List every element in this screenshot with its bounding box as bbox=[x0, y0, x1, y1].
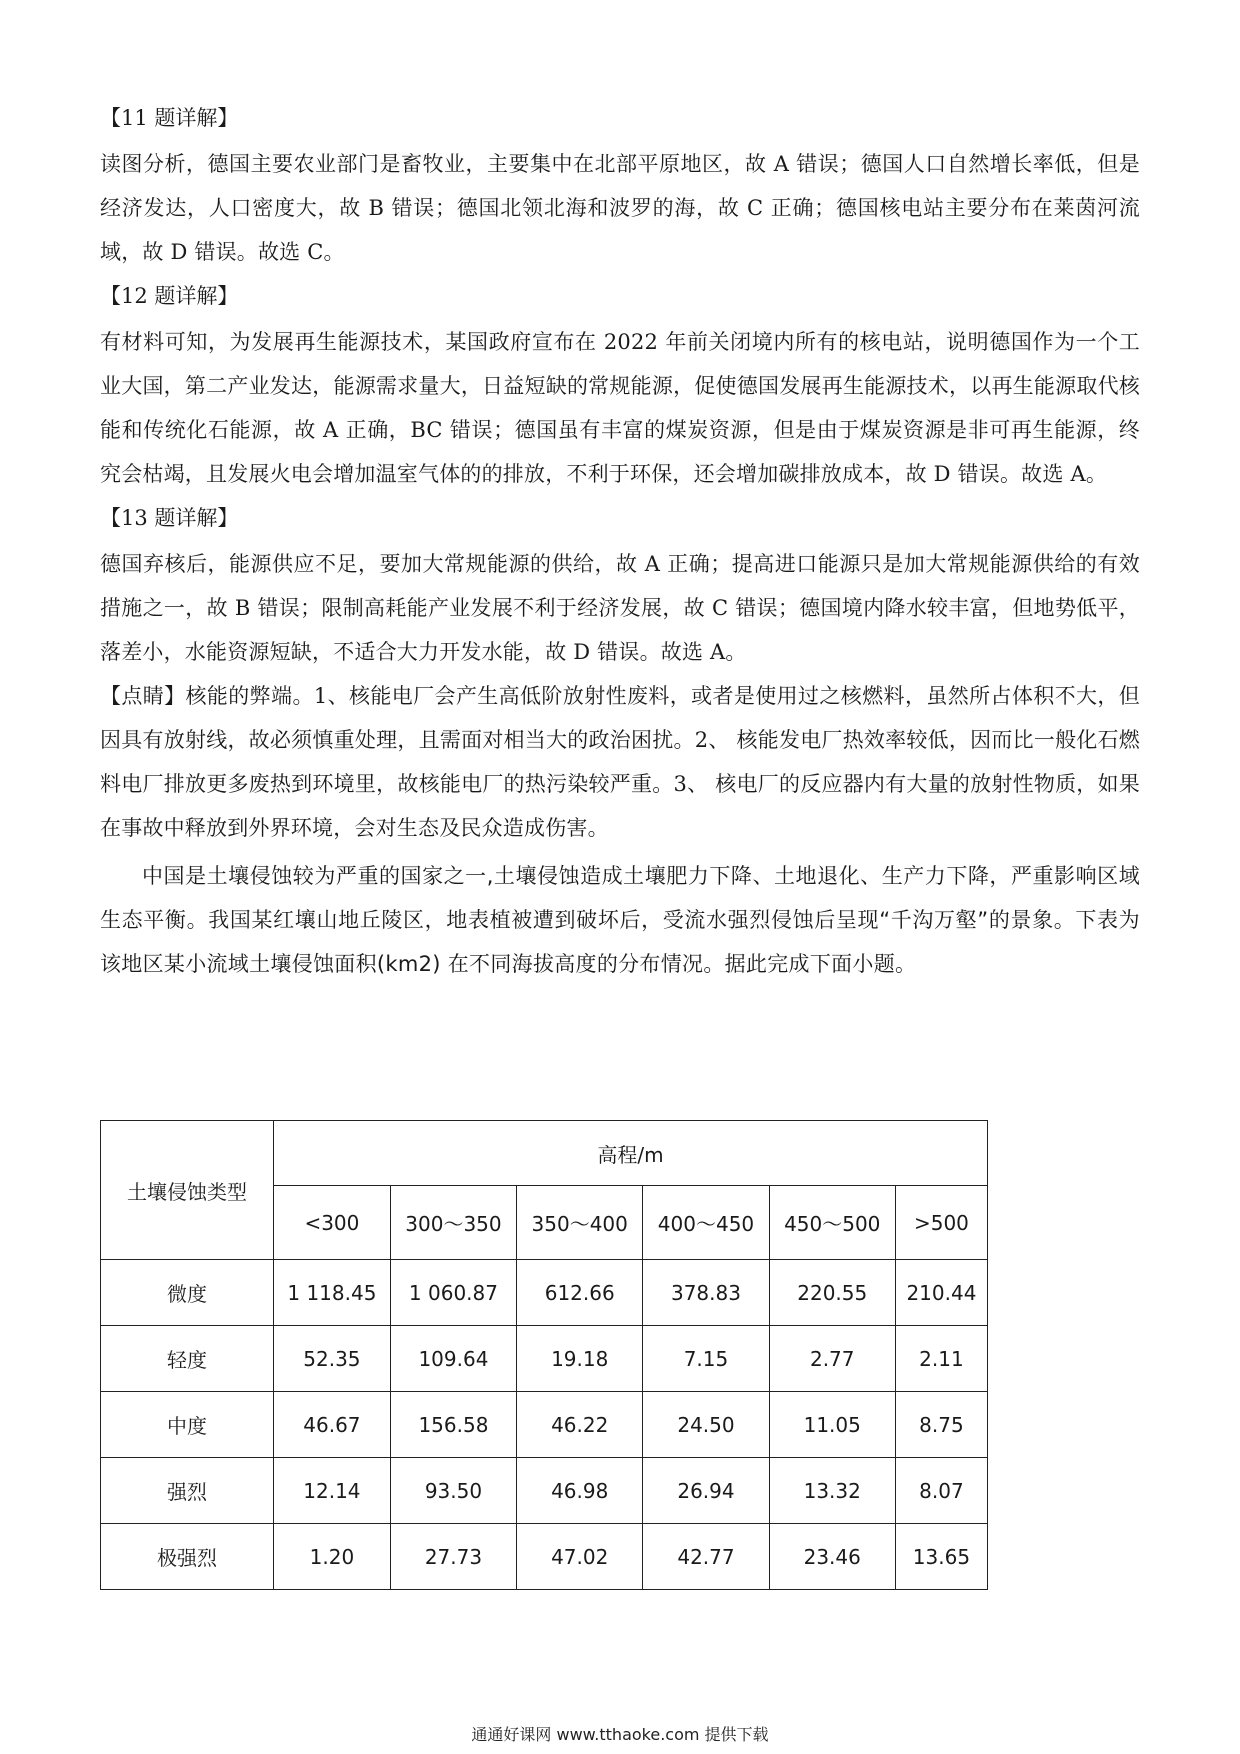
q12-heading: 【12 题详解】 bbox=[100, 284, 239, 308]
elevation-group-header: 高程/m bbox=[274, 1121, 988, 1186]
column-header: 400～450 bbox=[643, 1186, 769, 1260]
table-cell: 210.44 bbox=[895, 1260, 987, 1326]
q13-heading: 【13 题详解】 bbox=[100, 506, 239, 530]
table-cell: 8.75 bbox=[895, 1392, 987, 1458]
table-row bbox=[101, 1392, 988, 1458]
column-header: 300～350 bbox=[390, 1186, 516, 1260]
question-material: 中国是土壤侵蚀较为严重的国家之一,土壤侵蚀造成土壤肥力下降、土地退化、生产力下降，严重影响区域生态平衡。我国某红壤山地丘陵区，地表植被遭到破坏后，受流水强烈侵蚀后呈现“千沟万壑”的景象。下表为该地区某小流域土壤侵蚀面积(km2) 在不同海拔高度的分布情况。据此完成下面小题。 bbox=[100, 864, 1140, 976]
table-cell: 47.02 bbox=[517, 1524, 643, 1590]
q13-explanation: 德国弃核后，能源供应不足，要加大常规能源的供给，故 A 正确；提高进口能源只是加大常规能源供给的有效措施之一，故 B 错误；限制高耗能产业发展不利于经济发展，故 C 错误；德国境内降水较丰富，但地势低平，落差小，水能资源短缺，不适合大力开发水能，故 D 错误。故选 A。 bbox=[100, 552, 1140, 664]
table-cell: 46.98 bbox=[517, 1458, 643, 1524]
column-header: 450～500 bbox=[769, 1186, 895, 1260]
table-cell: 52.35 bbox=[274, 1326, 391, 1392]
table-cell: 7.15 bbox=[643, 1326, 769, 1392]
table-cell: 8.07 bbox=[895, 1458, 987, 1524]
table-cell: 2.11 bbox=[895, 1326, 987, 1392]
q11-explanation: 读图分析，德国主要农业部门是畜牧业，主要集中在北部平原地区，故 A 错误；德国人口自然增长率低，但是经济发达，人口密度大，故 B 错误；德国北领北海和波罗的海，故 C 正确；德国核电站主要分布在莱茵河流域，故 D 错误。故选 C。 bbox=[100, 152, 1140, 264]
table-cell: 612.66 bbox=[517, 1260, 643, 1326]
table-cell: 156.58 bbox=[390, 1392, 516, 1458]
table-cell: 24.50 bbox=[643, 1392, 769, 1458]
corner-header: 土壤侵蚀类型 bbox=[101, 1121, 274, 1260]
table-cell: 13.65 bbox=[895, 1524, 987, 1590]
row-type-cell: 极强烈 bbox=[101, 1524, 274, 1590]
table-cell: 1 060.87 bbox=[390, 1260, 516, 1326]
row-type-cell: 中度 bbox=[101, 1392, 274, 1458]
q11-heading: 【11 题详解】 bbox=[100, 106, 239, 130]
table-cell: 1 118.45 bbox=[274, 1260, 391, 1326]
table-cell: 19.18 bbox=[517, 1326, 643, 1392]
column-header: 350～400 bbox=[517, 1186, 643, 1260]
table-row bbox=[101, 1524, 988, 1590]
table-row bbox=[101, 1458, 988, 1524]
column-header: <300 bbox=[274, 1186, 391, 1260]
q12-explanation: 有材料可知，为发展再生能源技术，某国政府宣布在 2022 年前关闭境内所有的核电站，说明德国作为一个工业大国，第二产业发达，能源需求量大，日益短缺的常规能源，促使德国发展再生能源技术，以再生能源取代核能和传统化石能源，故 A 正确，BC 错误；德国虽有丰富的煤炭资源，但是由于煤炭资源是非可再生能源，终究会枯竭，且发展火电会增加温室气体的的排放，不利于环保，还会增加碳排放成本，故 D 错误。故选 A。 bbox=[100, 330, 1140, 486]
table-cell: 46.22 bbox=[517, 1392, 643, 1458]
table-cell: 109.64 bbox=[390, 1326, 516, 1392]
table-cell: 93.50 bbox=[390, 1458, 516, 1524]
table-cell: 11.05 bbox=[769, 1392, 895, 1458]
table-cell: 26.94 bbox=[643, 1458, 769, 1524]
table-row bbox=[101, 1260, 988, 1326]
table-cell: 13.32 bbox=[769, 1458, 895, 1524]
table-row bbox=[101, 1326, 988, 1392]
table-cell: 12.14 bbox=[274, 1458, 391, 1524]
table-cell: 42.77 bbox=[643, 1524, 769, 1590]
table-cell: 2.77 bbox=[769, 1326, 895, 1392]
row-type-cell: 微度 bbox=[101, 1260, 274, 1326]
row-type-cell: 轻度 bbox=[101, 1326, 274, 1392]
row-type-cell: 强烈 bbox=[101, 1458, 274, 1524]
document-body bbox=[100, 96, 1140, 986]
erosion-table bbox=[100, 1120, 988, 1590]
table-cell: 1.20 bbox=[274, 1524, 391, 1590]
table-cell: 46.67 bbox=[274, 1392, 391, 1458]
table-cell: 378.83 bbox=[643, 1260, 769, 1326]
table-cell: 220.55 bbox=[769, 1260, 895, 1326]
table-cell: 27.73 bbox=[390, 1524, 516, 1590]
dianjing-note: 【点睛】核能的弊端。1、核能电厂会产生高低阶放射性废料，或者是使用过之核燃料，虽然所占体积不大，但因具有放射线，故必须慎重处理，且需面对相当大的政治困扰。2、 核能发电厂热效率较低，因而比一般化石燃料电厂排放更多废热到环境里，故核能电厂的热污染较严重。3、 核电厂的反应器内有大量的放射性物质，如果在事故中释放到外界环境，会对生态及民众造成伤害。 bbox=[100, 684, 1140, 840]
table-cell: 23.46 bbox=[769, 1524, 895, 1590]
column-header: >500 bbox=[895, 1186, 987, 1260]
page-footer: 通通好课网 www.tthaoke.com 提供下载 bbox=[471, 1725, 769, 1744]
